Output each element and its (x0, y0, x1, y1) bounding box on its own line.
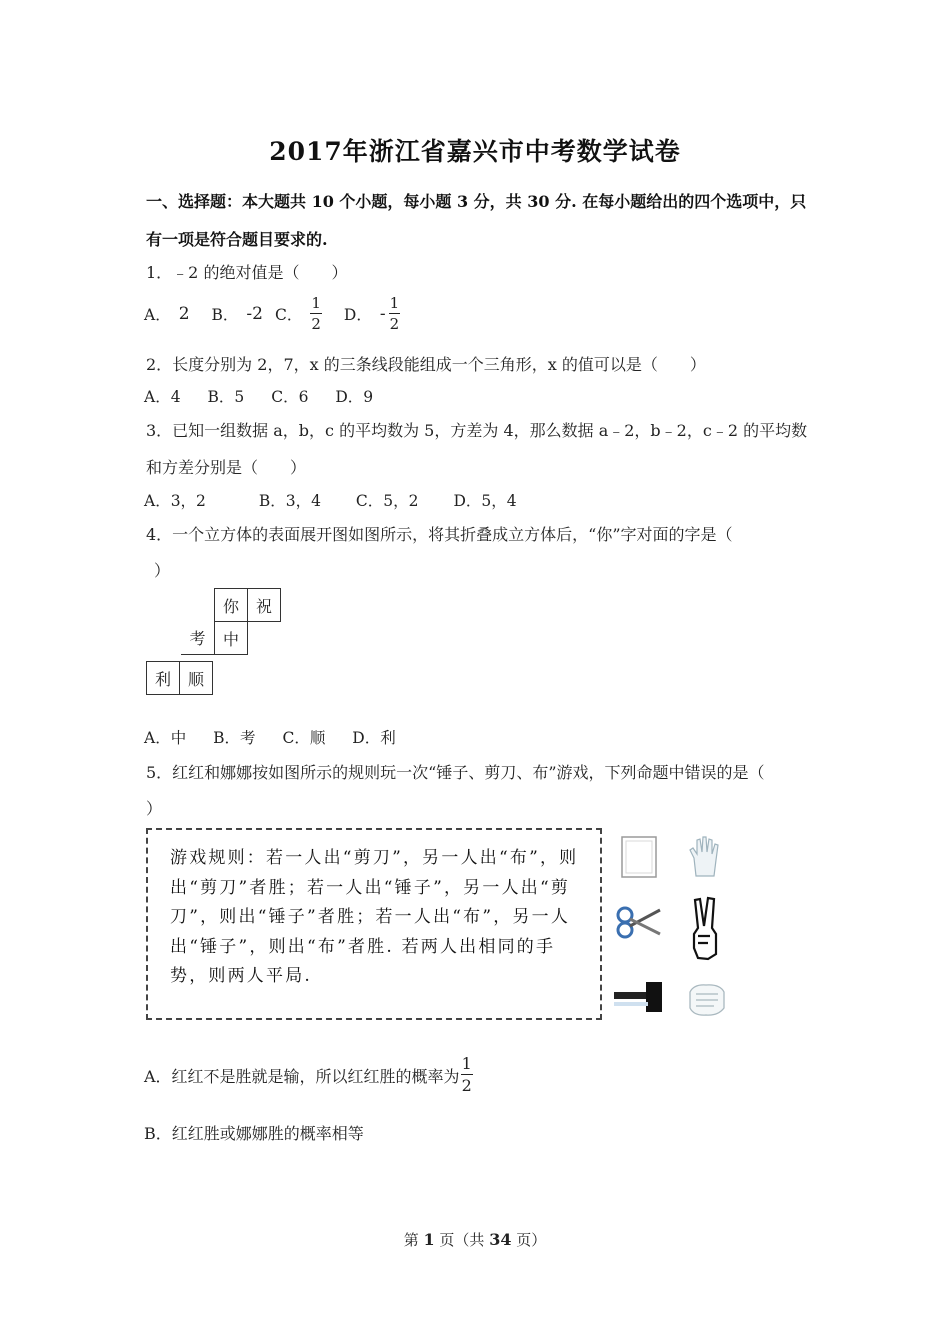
page-title: 2017年浙江省嘉兴市中考数学试卷 (269, 137, 681, 166)
game-rules-text: 游戏规则：若一人出“剪刀”，另一人出“布”，则出“剪刀”者胜；若一人出“锤子”，另一人出“剪刀”，则出“锤子”者胜；若一人出“布”，另一人出“锤子”，则出“布”者胜. 若两人出相同的手势，则两人平局. (170, 848, 579, 986)
question-1-options (144, 296, 400, 332)
q2-option-d: D．9 (335, 388, 374, 406)
q1-option-d-label: D． (343, 306, 372, 324)
q5-a-numerator: 1 (461, 1054, 472, 1073)
net-cell-kao: 考 (181, 621, 215, 655)
q1-option-c-fraction (310, 296, 322, 332)
q1-d-sign: - (379, 304, 386, 324)
net-cell-ni: 你 (214, 588, 248, 622)
question-4-options (144, 726, 396, 748)
section-heading-line2: 有一项是符合题目要求的. (146, 230, 328, 249)
section-heading-line1: 一、选择题：本大题共 10 个小题，每小题 3 分，共 30 分. 在每小题给出的四个选项中，只 (146, 192, 807, 211)
q1-option-b-value: -2 (246, 304, 263, 324)
question-5-stem-line1: 5．红红和娜娜按如图所示的规则玩一次“锤子、剪刀、布”游戏，下列命题中错误的是（ (146, 763, 765, 782)
q5-option-a-text: A．红红不是胜就是输，所以红红胜的概率为 (144, 1066, 460, 1086)
open-hand-icon (686, 834, 728, 880)
footer-total-pages: 34 (489, 1230, 512, 1249)
q5-a-denominator: 2 (461, 1076, 472, 1095)
q3-option-b: B．3，4 (258, 492, 321, 510)
question-2-stem: 2．长度分别为 2，7，x 的三条线段能组成一个三角形，x 的值可以是（ ） (146, 355, 706, 374)
footer-middle: 页（共 (434, 1231, 490, 1249)
question-5-option-b: B．红红胜或娜娜胜的概率相等 (144, 1124, 364, 1143)
q4-option-b: B．考 (213, 729, 256, 747)
question-4-stem-line2: ） (154, 561, 171, 580)
fist-icon (684, 980, 730, 1020)
net-cell-zhu: 祝 (247, 588, 281, 622)
question-5-stem-line2: ） (146, 799, 163, 818)
question-4-stem-line1: 4．一个立方体的表面展开图如图所示，将其折叠成立方体后，“你”字对面的字是（ (146, 525, 733, 544)
net-cell-shun: 顺 (179, 661, 213, 695)
hammer-icon (612, 978, 668, 1018)
q4-option-c: C．顺 (282, 729, 326, 747)
footer-prefix: 第 (403, 1231, 424, 1249)
q2-option-b: B．5 (207, 388, 245, 406)
q3-option-a: A．3，2 (144, 492, 206, 510)
question-2-options (144, 385, 373, 407)
q3-option-c: C．5，2 (355, 492, 419, 510)
q3-option-d: D．5，4 (453, 492, 517, 510)
q4-option-a: A．中 (144, 729, 187, 747)
q1-d-denominator: 2 (389, 315, 400, 333)
paper-sheet-icon (618, 834, 662, 880)
net-cell-li: 利 (146, 661, 180, 695)
q1-option-b-label: B． (211, 306, 239, 324)
question-3-stem-line2: 和方差分别是（ ） (146, 458, 307, 477)
net-cell-zhong: 中 (214, 621, 248, 655)
q1-d-numerator: 1 (389, 294, 400, 312)
q1-c-denominator: 2 (311, 315, 321, 333)
question-3-stem-line1: 3．已知一组数据 a，b，c 的平均数为 5，方差为 4，那么数据 a﹣2，b﹣2，c﹣2 的平均数 (146, 421, 808, 440)
q5-option-a-fraction (461, 1056, 473, 1094)
footer-suffix: 页） (511, 1231, 547, 1249)
q4-option-d: D．利 (352, 729, 396, 747)
q1-option-d-fraction (389, 296, 401, 332)
page-footer (0, 1229, 950, 1250)
victory-hand-icon (686, 896, 728, 962)
q2-option-c: C．6 (271, 388, 309, 406)
scissors-icon (614, 902, 664, 942)
q2-option-a: A．4 (144, 388, 181, 406)
q1-option-c-label: C． (274, 306, 303, 324)
question-1-stem: 1．﹣2 的绝对值是（ ） (146, 263, 348, 282)
q1-option-a-value: 2 (178, 304, 190, 324)
game-rules-box (146, 828, 602, 1020)
q1-c-numerator: 1 (311, 294, 321, 312)
q1-option-a-label: A． (144, 306, 171, 324)
question-5-option-a (144, 1056, 473, 1094)
question-3-options (144, 489, 517, 511)
footer-page-number: 1 (423, 1230, 435, 1249)
